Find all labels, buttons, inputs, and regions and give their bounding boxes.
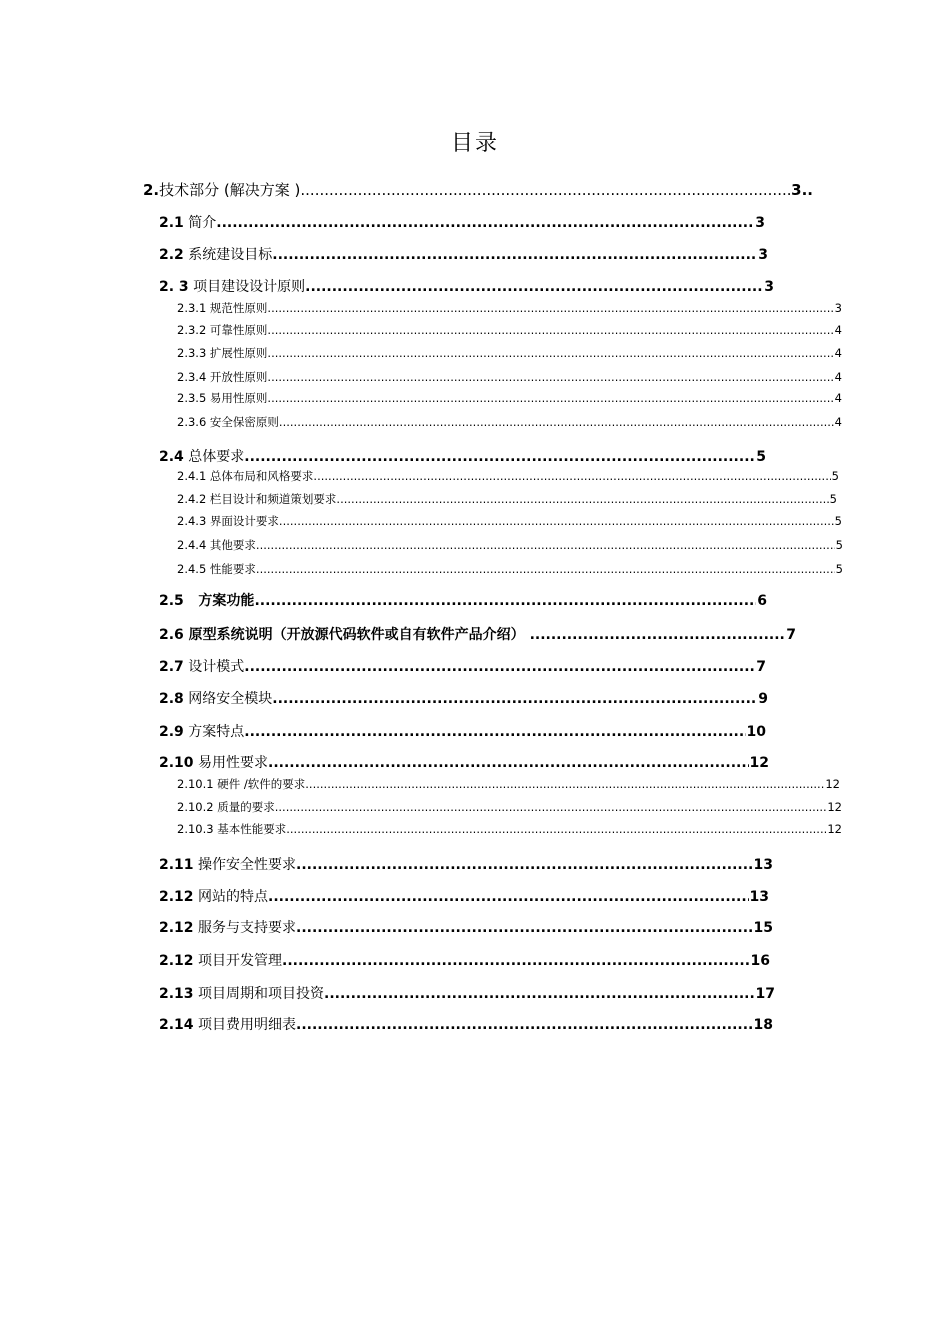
toc-text: 扩展性原则 bbox=[206, 346, 268, 360]
toc-page: 5 bbox=[835, 538, 843, 552]
toc-page: 4 bbox=[834, 415, 842, 429]
toc-entry[interactable] bbox=[159, 721, 766, 741]
toc-entry[interactable] bbox=[159, 624, 796, 644]
toc-number: 2.2 bbox=[159, 247, 184, 263]
toc-text: 项目建设设计原则 bbox=[188, 279, 306, 295]
toc-number: 2.11 bbox=[159, 857, 194, 873]
toc-entry[interactable] bbox=[159, 656, 766, 676]
toc-text: 其他要求 bbox=[206, 538, 256, 552]
toc-page: 4 bbox=[834, 391, 842, 405]
toc-text: 基本性能要求 bbox=[213, 822, 287, 836]
toc-entry[interactable] bbox=[159, 886, 769, 906]
toc-leader bbox=[275, 800, 827, 814]
toc-entry[interactable] bbox=[177, 390, 842, 406]
toc-entry[interactable] bbox=[159, 950, 770, 970]
toc-page: 5 bbox=[831, 469, 839, 483]
toc-number: 2.4 bbox=[159, 449, 184, 465]
toc-number: 2.4.2 bbox=[177, 492, 207, 506]
toc-number: 2.3.3 bbox=[177, 346, 207, 360]
toc-page: 3 bbox=[758, 247, 768, 263]
toc-text: 规范性原则 bbox=[206, 301, 268, 315]
toc-page: 7 bbox=[756, 659, 766, 675]
toc-page: 5 bbox=[756, 449, 766, 465]
toc-number: 2. bbox=[143, 181, 160, 199]
toc-leader bbox=[296, 857, 753, 873]
toc-entry[interactable] bbox=[177, 468, 839, 484]
toc-text: 质量的要求 bbox=[213, 800, 275, 814]
toc-text: 性能要求 bbox=[206, 562, 256, 576]
toc-text: 方案功能 bbox=[183, 593, 255, 609]
toc-page: 13 bbox=[749, 889, 769, 905]
toc-page: 12 bbox=[827, 800, 842, 814]
toc-page: 15 bbox=[753, 920, 773, 936]
toc-text: 安全保密原则 bbox=[206, 415, 279, 429]
toc-leader bbox=[305, 279, 763, 295]
toc-leader bbox=[272, 691, 757, 707]
toc-entry[interactable] bbox=[177, 322, 842, 338]
toc-leader bbox=[296, 1017, 753, 1033]
toc-entry[interactable] bbox=[177, 537, 843, 553]
toc-entry[interactable] bbox=[177, 414, 842, 430]
toc-number: 2.3.5 bbox=[177, 391, 207, 405]
toc-entry[interactable] bbox=[159, 1014, 773, 1034]
toc-number: 2.3.1 bbox=[177, 301, 207, 315]
toc-page: 4 bbox=[834, 346, 842, 360]
toc-leader bbox=[254, 593, 756, 609]
toc-number: 2.8 bbox=[159, 691, 184, 707]
toc-entry[interactable] bbox=[177, 821, 842, 837]
toc-entry[interactable] bbox=[159, 854, 773, 874]
toc-text: 界面设计要求 bbox=[206, 514, 279, 528]
toc-page: 4 bbox=[834, 323, 842, 337]
toc-leader bbox=[279, 514, 834, 528]
toc-page: 4 bbox=[834, 370, 842, 384]
toc-leader bbox=[300, 181, 790, 199]
toc-text: 网络安全模块 bbox=[183, 691, 273, 707]
toc-page: 3 bbox=[755, 215, 765, 231]
toc-text: 易用性原则 bbox=[206, 391, 268, 405]
toc-text: 总体要求 bbox=[183, 449, 245, 465]
toc-entry[interactable] bbox=[159, 983, 775, 1003]
toc-page: 16 bbox=[750, 953, 770, 969]
toc-leader bbox=[279, 415, 834, 429]
toc-entry[interactable] bbox=[177, 561, 843, 577]
toc-text: 服务与支持要求 bbox=[193, 920, 296, 936]
toc-leader bbox=[324, 986, 755, 1002]
toc-number: 2.12 bbox=[159, 889, 194, 905]
toc-page: 7 bbox=[786, 627, 796, 643]
toc-leader bbox=[305, 777, 824, 791]
toc-text: 简介 bbox=[183, 215, 217, 231]
toc-leader bbox=[530, 627, 786, 643]
toc-text: 操作安全性要求 bbox=[193, 857, 296, 873]
toc-text: 设计模式 bbox=[183, 659, 245, 675]
toc-number: 2.4.4 bbox=[177, 538, 207, 552]
toc-entry[interactable] bbox=[177, 513, 842, 529]
toc-number: 2.10.2 bbox=[177, 800, 214, 814]
toc-entry[interactable] bbox=[177, 491, 837, 507]
toc-page: 3.. bbox=[791, 181, 813, 199]
toc-number: 2.10 bbox=[159, 755, 194, 771]
toc-text: 栏目设计和频道策划要求 bbox=[206, 492, 337, 506]
toc-leader bbox=[244, 659, 755, 675]
toc-number: 2.3.2 bbox=[177, 323, 207, 337]
toc-leader bbox=[336, 492, 828, 506]
toc-leader bbox=[256, 538, 835, 552]
toc-number: 2.12 bbox=[159, 920, 194, 936]
toc-entry[interactable] bbox=[143, 179, 813, 200]
toc-text: 网站的特点 bbox=[193, 889, 268, 905]
toc-text: 可靠性原则 bbox=[206, 323, 268, 337]
toc-entry[interactable] bbox=[159, 276, 774, 296]
toc-number: 2. 3 bbox=[159, 279, 189, 295]
toc-entry[interactable] bbox=[177, 776, 840, 792]
toc-entry[interactable] bbox=[159, 752, 769, 772]
toc-number: 2.12 bbox=[159, 953, 194, 969]
toc-number: 2.4.5 bbox=[177, 562, 207, 576]
toc-number: 2.4.1 bbox=[177, 469, 207, 483]
toc-number: 2.4.3 bbox=[177, 514, 207, 528]
toc-text: 总体布局和风格要求 bbox=[206, 469, 314, 483]
toc-text: 系统建设目标 bbox=[183, 247, 273, 263]
toc-entry[interactable] bbox=[159, 212, 765, 232]
toc-leader bbox=[216, 215, 754, 231]
toc-entry[interactable] bbox=[177, 799, 842, 815]
toc-page: 12 bbox=[827, 822, 842, 836]
toc-entry[interactable] bbox=[177, 345, 842, 361]
toc-text: 开放性原则 bbox=[206, 370, 268, 384]
toc-text: 项目费用明细表 bbox=[193, 1017, 296, 1033]
page-title: 目录 bbox=[450, 131, 499, 156]
toc-leader bbox=[267, 346, 833, 360]
toc-page: 12 bbox=[749, 755, 769, 771]
toc-number: 2.6 bbox=[159, 627, 184, 643]
toc-leader bbox=[296, 920, 753, 936]
toc-number: 2.7 bbox=[159, 659, 184, 675]
toc-entry[interactable] bbox=[159, 688, 768, 708]
toc-number: 2.1 bbox=[159, 215, 184, 231]
toc-text: 硬件 /软件的要求 bbox=[213, 777, 306, 791]
toc-leader bbox=[244, 724, 745, 740]
toc-leader bbox=[268, 889, 749, 905]
toc-number: 2.9 bbox=[159, 724, 184, 740]
toc-leader bbox=[313, 469, 830, 483]
toc-page: 12 bbox=[825, 777, 840, 791]
toc-text: 技术部分 (解决方案 ) bbox=[159, 181, 301, 199]
toc-page: 10 bbox=[746, 724, 766, 740]
toc-text: 项目开发管理 bbox=[193, 953, 282, 969]
toc-page: 9 bbox=[758, 691, 768, 707]
toc-page: 17 bbox=[755, 986, 775, 1002]
toc-page: 3 bbox=[834, 301, 842, 315]
toc-page: 5 bbox=[829, 492, 837, 506]
toc-leader bbox=[286, 822, 826, 836]
toc-page: 3 bbox=[764, 279, 774, 295]
toc-leader bbox=[256, 562, 835, 576]
toc-text: 方案特点 bbox=[183, 724, 245, 740]
toc-leader bbox=[267, 391, 833, 405]
toc-page: 5 bbox=[834, 514, 842, 528]
toc-text: 原型系统说明（开放源代码软件或自有软件产品介绍） bbox=[183, 627, 530, 643]
toc-leader bbox=[244, 449, 755, 465]
toc-number: 2.3.4 bbox=[177, 370, 207, 384]
toc-entry[interactable] bbox=[177, 300, 842, 316]
toc-number: 2.10.3 bbox=[177, 822, 214, 836]
toc-number: 2.5 bbox=[159, 593, 184, 609]
toc-entry[interactable] bbox=[177, 369, 842, 385]
toc-entry[interactable] bbox=[159, 446, 766, 466]
toc-leader bbox=[282, 953, 750, 969]
toc-text: 项目周期和项目投资 bbox=[193, 986, 324, 1002]
toc-number: 2.10.1 bbox=[177, 777, 214, 791]
toc-page: 18 bbox=[753, 1017, 773, 1033]
toc-entry[interactable] bbox=[159, 590, 767, 610]
toc-entry[interactable] bbox=[159, 244, 768, 264]
toc-number: 2.13 bbox=[159, 986, 194, 1002]
toc-page: 6 bbox=[757, 593, 767, 609]
toc-page: 5 bbox=[835, 562, 843, 576]
toc-number: 2.3.6 bbox=[177, 415, 207, 429]
toc-page: 13 bbox=[753, 857, 773, 873]
toc-leader bbox=[267, 323, 833, 337]
toc-leader bbox=[268, 755, 749, 771]
toc-entry[interactable] bbox=[159, 917, 773, 937]
toc-leader bbox=[272, 247, 757, 263]
toc-leader bbox=[267, 370, 833, 384]
toc-text: 易用性要求 bbox=[193, 755, 268, 771]
toc-number: 2.14 bbox=[159, 1017, 194, 1033]
toc-leader bbox=[267, 301, 833, 315]
